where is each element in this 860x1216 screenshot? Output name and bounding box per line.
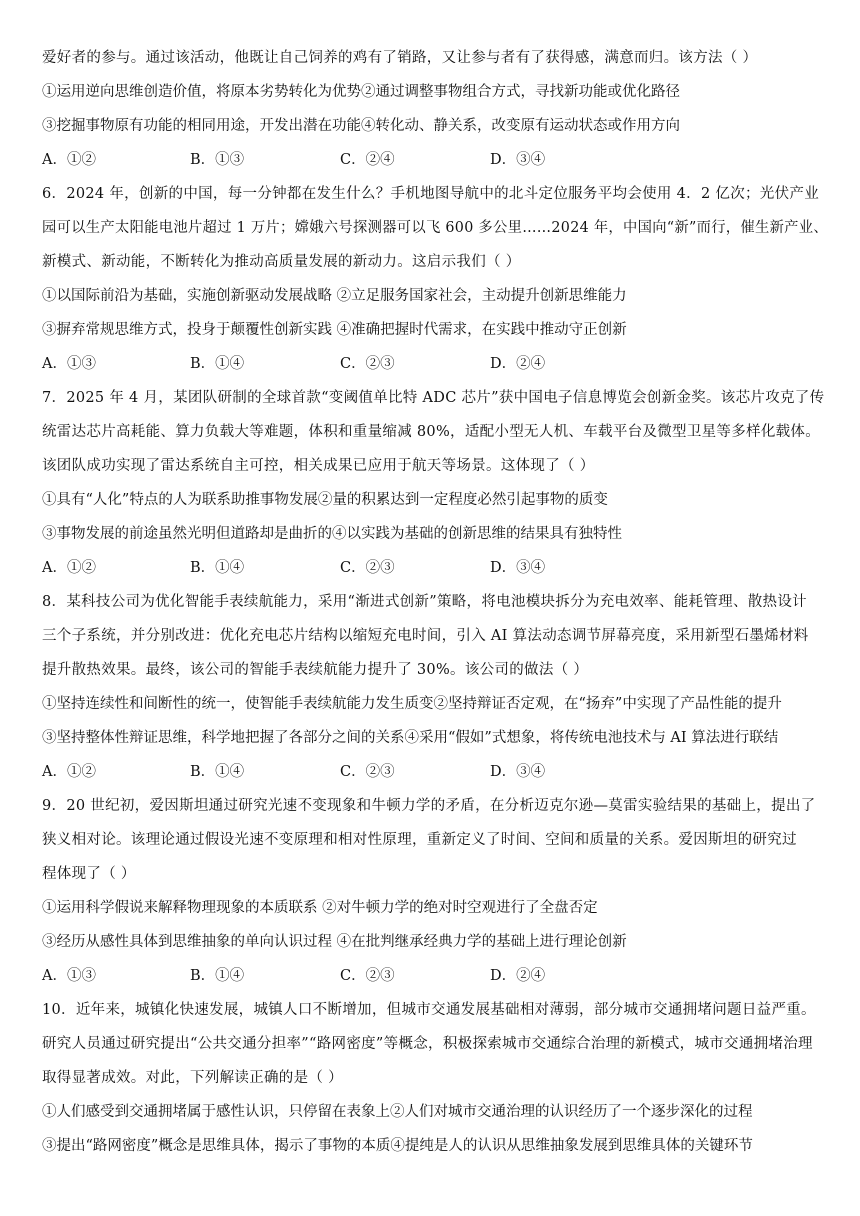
- question-10-statement-line: ③提出“路网密度”概念是思维具体，揭示了事物的本质④提纯是人的认识从思维抽象发展到思维具体的关键环节: [42, 1138, 753, 1154]
- question-8-options: [42, 762, 822, 782]
- question-10-stem-line: 10．近年来，城镇化快速发展，城镇人口不断增加，但城市交通发展基础相对薄弱，部分城市交通拥堵问题日益严重。: [42, 1002, 816, 1018]
- option-a[interactable]: A．①②: [42, 764, 96, 780]
- question-7-options: [42, 558, 822, 578]
- question-6-stem-line: 新模式、新动能，不断转化为推动高质量发展的新动力。这启示我们（ ）: [42, 254, 521, 270]
- option-d[interactable]: D．③④: [490, 560, 546, 576]
- question-6-options: [42, 354, 822, 374]
- option-d[interactable]: D．③④: [490, 152, 546, 168]
- question-6-statement-line: ③摒弃常规思维方式，投身于颠覆性创新实践 ④准确把握时代需求，在实践中推动守正创新: [42, 322, 627, 338]
- option-b[interactable]: B．①④: [190, 356, 245, 372]
- option-b[interactable]: B．①④: [190, 968, 245, 984]
- question-8-stem-line: 8．某科技公司为优化智能手表续航能力，采用“渐进式创新”策略，将电池模块拆分为充电效率、能耗管理、散热设计: [42, 594, 807, 610]
- question-9-stem-line: 9．20 世纪初，爱因斯坦通过研究光速不变现象和牛顿力学的矛盾，在分析迈克尔逊—莫雷实验结果的基础上，提出了: [42, 798, 816, 814]
- option-b[interactable]: B．①③: [190, 152, 245, 168]
- question-5-options: [42, 150, 822, 170]
- option-d[interactable]: D．③④: [490, 764, 546, 780]
- question-5-stem-line: 爱好者的参与。通过该活动，他既让自己饲养的鸡有了销路，又让参与者有了获得感，满意而归。该方法（ ）: [42, 50, 758, 66]
- question-9-options: [42, 966, 822, 986]
- question-8-stem-line: 三个子系统，并分别改进：优化充电芯片结构以缩短充电时间，引入 AI 算法动态调节屏幕亮度，采用新型石墨烯材料: [42, 628, 809, 644]
- question-6-stem-line: 园可以生产太阳能电池片超过 1 万片；嫦娥六号探测器可以飞 600 多公里……2024 年，中国向“新”而行，催生新产业、: [42, 220, 828, 236]
- question-10-stem-line: 研究人员通过研究提出“公共交通分担率”“路网密度”等概念，积极探索城市交通综合治理的新模式，城市交通拥堵治理: [42, 1036, 813, 1052]
- option-b[interactable]: B．①④: [190, 560, 245, 576]
- option-a[interactable]: A．①③: [42, 356, 96, 372]
- option-a[interactable]: A．①②: [42, 152, 96, 168]
- question-8-stem-line: 提升散热效果。最终，该公司的智能手表续航能力提升了 30%。该公司的做法（ ）: [42, 662, 589, 678]
- option-c[interactable]: C．②③: [340, 968, 395, 984]
- question-9-stem-line: 狭义相对论。该理论通过假设光速不变原理和相对性原理，重新定义了时间、空间和质量的关系。爱因斯坦的研究过: [42, 832, 797, 848]
- option-c[interactable]: C．②③: [340, 560, 395, 576]
- option-a[interactable]: A．①②: [42, 560, 96, 576]
- question-10-stem-line: 取得显著成效。对此，下列解读正确的是（ ）: [42, 1070, 343, 1086]
- option-a[interactable]: A．①③: [42, 968, 96, 984]
- question-8-statement-line: ③坚持整体性辩证思维，科学地把握了各部分之间的关系④采用“假如”式想象，将传统电池技术与 AI 算法进行联结: [42, 730, 779, 746]
- option-c[interactable]: C．②③: [340, 356, 395, 372]
- question-6-statement-line: ①以国际前沿为基础，实施创新驱动发展战略 ②立足服务国家社会，主动提升创新思维能力: [42, 288, 627, 304]
- question-5-statement-line: ③挖掘事物原有功能的相同用途，开发出潜在功能④转化动、静关系，改变原有运动状态或作用方向: [42, 118, 680, 134]
- option-d[interactable]: D．②④: [490, 968, 546, 984]
- option-c[interactable]: C．②③: [340, 764, 395, 780]
- option-d[interactable]: D．②④: [490, 356, 546, 372]
- question-9-stem-line: 程体现了（ ）: [42, 866, 136, 882]
- question-9-statement-line: ①运用科学假说来解释物理现象的本质联系 ②对牛顿力学的绝对时空观进行了全盘否定: [42, 900, 598, 916]
- question-7-stem-line: 该团队成功实现了雷达系统自主可控，相关成果已应用于航天等场景。这体现了（ ）: [42, 458, 595, 474]
- option-b[interactable]: B．①④: [190, 764, 245, 780]
- question-6-stem-line: 6．2024 年，创新的中国，每一分钟都在发生什么？手机地图导航中的北斗定位服务平均会使用 4．2 亿次；光伏产业: [42, 186, 819, 202]
- question-8-statement-line: ①坚持连续性和间断性的统一，使智能手表续航能力发生质变②坚持辩证否定观，在“扬弃”中实现了产品性能的提升: [42, 696, 782, 712]
- option-c[interactable]: C．②④: [340, 152, 395, 168]
- question-9-statement-line: ③经历从感性具体到思维抽象的单向认识过程 ④在批判继承经典力学的基础上进行理论创新: [42, 934, 627, 950]
- question-7-statement-line: ①具有“人化”特点的人为联系助推事物发展②量的积累达到一定程度必然引起事物的质变: [42, 492, 608, 508]
- question-7-stem-line: 7．2025 年 4 月，某团队研制的全球首款“变阈值单比特 ADC 芯片”获中国电子信息博览会创新金奖。该芯片攻克了传: [42, 390, 825, 406]
- question-10-statement-line: ①人们感受到交通拥堵属于感性认识，只停留在表象上②人们对城市交通治理的认识经历了一个逐步深化的过程: [42, 1104, 753, 1120]
- question-7-statement-line: ③事物发展的前途虽然光明但道路却是曲折的④以实践为基础的创新思维的结果具有独特性: [42, 526, 622, 542]
- question-7-stem-line: 统雷达芯片高耗能、算力负载大等难题，体积和重量缩减 80%，适配小型无人机、车载平台及微型卫星等多样化载体。: [42, 424, 821, 440]
- question-5-statement-line: ①运用逆向思维创造价值，将原本劣势转化为优势②通过调整事物组合方式，寻找新功能或优化路径: [42, 84, 680, 100]
